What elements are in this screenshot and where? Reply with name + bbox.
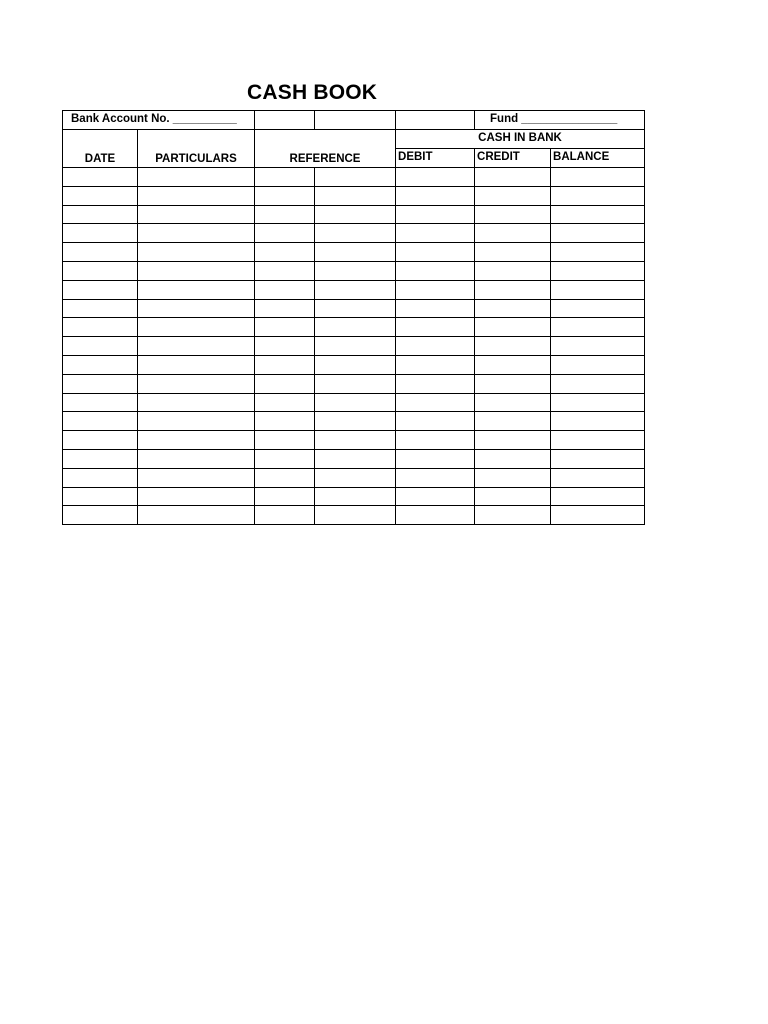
reference-cell-a[interactable] xyxy=(255,468,315,487)
reference-cell-b[interactable] xyxy=(315,355,396,374)
particulars-cell[interactable] xyxy=(138,168,255,187)
header-blank-cell xyxy=(396,111,475,130)
reference-cell-a[interactable] xyxy=(255,318,315,337)
date-cell[interactable] xyxy=(63,280,138,299)
column-header-credit: CREDIT xyxy=(475,149,551,168)
table-row xyxy=(63,243,645,262)
particulars-cell[interactable] xyxy=(138,280,255,299)
reference-cell-a[interactable] xyxy=(255,355,315,374)
bank-account-field[interactable]: Bank Account No. __________ xyxy=(63,111,255,130)
table-row xyxy=(63,186,645,205)
particulars-cell[interactable] xyxy=(138,355,255,374)
reference-cell-a[interactable] xyxy=(255,168,315,187)
credit-cell[interactable] xyxy=(475,318,551,337)
reference-cell-a[interactable] xyxy=(255,412,315,431)
date-cell[interactable] xyxy=(63,299,138,318)
page-title: CASH BOOK xyxy=(247,81,378,104)
balance-cell[interactable] xyxy=(551,506,645,525)
reference-cell-a[interactable] xyxy=(255,261,315,280)
date-cell[interactable] xyxy=(63,374,138,393)
debit-cell[interactable] xyxy=(396,337,475,356)
balance-cell[interactable] xyxy=(551,224,645,243)
credit-cell[interactable] xyxy=(475,374,551,393)
table-row xyxy=(63,280,645,299)
credit-cell[interactable] xyxy=(475,487,551,506)
reference-cell-b[interactable] xyxy=(315,374,396,393)
date-cell[interactable] xyxy=(63,487,138,506)
table-row xyxy=(63,337,645,356)
debit-cell[interactable] xyxy=(396,412,475,431)
reference-cell-b[interactable] xyxy=(315,468,396,487)
debit-cell[interactable] xyxy=(396,374,475,393)
particulars-cell[interactable] xyxy=(138,243,255,262)
debit-cell[interactable] xyxy=(396,431,475,450)
reference-cell-b[interactable] xyxy=(315,261,396,280)
fund-field[interactable]: Fund _______________ xyxy=(475,111,645,130)
balance-cell[interactable] xyxy=(551,337,645,356)
cash-book-table xyxy=(62,110,645,525)
date-cell[interactable] xyxy=(63,412,138,431)
debit-cell[interactable] xyxy=(396,280,475,299)
balance-cell[interactable] xyxy=(551,412,645,431)
table-row xyxy=(63,374,645,393)
table-row xyxy=(63,449,645,468)
balance-cell[interactable] xyxy=(551,243,645,262)
reference-cell-a[interactable] xyxy=(255,506,315,525)
table-row xyxy=(63,412,645,431)
debit-cell[interactable] xyxy=(396,449,475,468)
credit-cell[interactable] xyxy=(475,468,551,487)
particulars-cell[interactable] xyxy=(138,337,255,356)
date-cell[interactable] xyxy=(63,506,138,525)
credit-cell[interactable] xyxy=(475,337,551,356)
particulars-cell[interactable] xyxy=(138,318,255,337)
table-row xyxy=(63,355,645,374)
debit-cell[interactable] xyxy=(396,243,475,262)
reference-cell-b[interactable] xyxy=(315,186,396,205)
date-cell[interactable] xyxy=(63,186,138,205)
particulars-cell[interactable] xyxy=(138,374,255,393)
credit-cell[interactable] xyxy=(475,224,551,243)
reference-cell-b[interactable] xyxy=(315,243,396,262)
particulars-cell[interactable] xyxy=(138,299,255,318)
reference-cell-b[interactable] xyxy=(315,318,396,337)
balance-cell[interactable] xyxy=(551,487,645,506)
table-row xyxy=(63,487,645,506)
table-row xyxy=(63,431,645,450)
debit-cell[interactable] xyxy=(396,168,475,187)
date-cell[interactable] xyxy=(63,168,138,187)
column-header-particulars: PARTICULARS xyxy=(138,130,255,168)
credit-cell[interactable] xyxy=(475,506,551,525)
date-cell[interactable] xyxy=(63,449,138,468)
date-cell[interactable] xyxy=(63,261,138,280)
reference-cell-a[interactable] xyxy=(255,243,315,262)
credit-cell[interactable] xyxy=(475,449,551,468)
debit-cell[interactable] xyxy=(396,318,475,337)
date-cell[interactable] xyxy=(63,224,138,243)
table-row xyxy=(63,506,645,525)
reference-cell-a[interactable] xyxy=(255,431,315,450)
balance-cell[interactable] xyxy=(551,186,645,205)
balance-cell[interactable] xyxy=(551,280,645,299)
debit-cell[interactable] xyxy=(396,468,475,487)
reference-cell-b[interactable] xyxy=(315,280,396,299)
credit-cell[interactable] xyxy=(475,431,551,450)
credit-cell[interactable] xyxy=(475,261,551,280)
particulars-cell[interactable] xyxy=(138,224,255,243)
particulars-cell[interactable] xyxy=(138,487,255,506)
debit-cell[interactable] xyxy=(396,506,475,525)
balance-cell[interactable] xyxy=(551,393,645,412)
debit-cell[interactable] xyxy=(396,355,475,374)
particulars-cell[interactable] xyxy=(138,431,255,450)
table-row xyxy=(63,318,645,337)
table-row xyxy=(63,299,645,318)
balance-cell[interactable] xyxy=(551,355,645,374)
balance-cell[interactable] xyxy=(551,168,645,187)
particulars-cell[interactable] xyxy=(138,506,255,525)
balance-cell[interactable] xyxy=(551,374,645,393)
reference-cell-b[interactable] xyxy=(315,337,396,356)
date-cell[interactable] xyxy=(63,431,138,450)
balance-cell[interactable] xyxy=(551,205,645,224)
reference-cell-a[interactable] xyxy=(255,337,315,356)
table-row xyxy=(63,393,645,412)
debit-cell[interactable] xyxy=(396,261,475,280)
reference-cell-b[interactable] xyxy=(315,224,396,243)
header-row-cash-in-bank xyxy=(63,130,645,149)
credit-cell[interactable] xyxy=(475,205,551,224)
column-header-date: DATE xyxy=(63,130,138,168)
column-header-debit: DEBIT xyxy=(396,149,475,168)
debit-cell[interactable] xyxy=(396,205,475,224)
particulars-cell[interactable] xyxy=(138,468,255,487)
reference-cell-a[interactable] xyxy=(255,186,315,205)
credit-cell[interactable] xyxy=(475,355,551,374)
debit-cell[interactable] xyxy=(396,487,475,506)
reference-cell-b[interactable] xyxy=(315,205,396,224)
balance-cell[interactable] xyxy=(551,449,645,468)
credit-cell[interactable] xyxy=(475,280,551,299)
table-row xyxy=(63,224,645,243)
reference-cell-a[interactable] xyxy=(255,224,315,243)
particulars-cell[interactable] xyxy=(138,261,255,280)
header-blank-cell xyxy=(315,111,396,130)
particulars-cell[interactable] xyxy=(138,205,255,224)
credit-cell[interactable] xyxy=(475,393,551,412)
debit-cell[interactable] xyxy=(396,393,475,412)
date-cell[interactable] xyxy=(63,337,138,356)
reference-cell-b[interactable] xyxy=(315,431,396,450)
reference-cell-a[interactable] xyxy=(255,280,315,299)
particulars-cell[interactable] xyxy=(138,449,255,468)
credit-cell[interactable] xyxy=(475,168,551,187)
debit-cell[interactable] xyxy=(396,186,475,205)
debit-cell[interactable] xyxy=(396,224,475,243)
table-row xyxy=(63,205,645,224)
balance-cell[interactable] xyxy=(551,261,645,280)
particulars-cell[interactable] xyxy=(138,412,255,431)
date-cell[interactable] xyxy=(63,243,138,262)
particulars-cell[interactable] xyxy=(138,186,255,205)
reference-cell-b[interactable] xyxy=(315,412,396,431)
credit-cell[interactable] xyxy=(475,299,551,318)
reference-cell-b[interactable] xyxy=(315,487,396,506)
reference-cell-a[interactable] xyxy=(255,449,315,468)
reference-cell-b[interactable] xyxy=(315,299,396,318)
reference-cell-b[interactable] xyxy=(315,449,396,468)
balance-cell[interactable] xyxy=(551,318,645,337)
balance-cell[interactable] xyxy=(551,299,645,318)
date-cell[interactable] xyxy=(63,468,138,487)
header-blank-cell xyxy=(255,111,315,130)
column-header-reference: REFERENCE xyxy=(255,130,396,168)
reference-cell-a[interactable] xyxy=(255,205,315,224)
reference-cell-b[interactable] xyxy=(315,393,396,412)
column-header-balance: BALANCE xyxy=(551,149,645,168)
credit-cell[interactable] xyxy=(475,243,551,262)
reference-cell-b[interactable] xyxy=(315,168,396,187)
date-cell[interactable] xyxy=(63,355,138,374)
credit-cell[interactable] xyxy=(475,186,551,205)
reference-cell-a[interactable] xyxy=(255,374,315,393)
table-row xyxy=(63,261,645,280)
balance-cell[interactable] xyxy=(551,431,645,450)
credit-cell[interactable] xyxy=(475,412,551,431)
cash-in-bank-header: CASH IN BANK xyxy=(396,130,645,149)
date-cell[interactable] xyxy=(63,205,138,224)
particulars-cell[interactable] xyxy=(138,393,255,412)
balance-cell[interactable] xyxy=(551,468,645,487)
table-row xyxy=(63,168,645,187)
debit-cell[interactable] xyxy=(396,299,475,318)
reference-cell-a[interactable] xyxy=(255,487,315,506)
table-row xyxy=(63,468,645,487)
header-row-account xyxy=(63,111,645,130)
reference-cell-b[interactable] xyxy=(315,506,396,525)
date-cell[interactable] xyxy=(63,393,138,412)
date-cell[interactable] xyxy=(63,318,138,337)
reference-cell-a[interactable] xyxy=(255,299,315,318)
reference-cell-a[interactable] xyxy=(255,393,315,412)
